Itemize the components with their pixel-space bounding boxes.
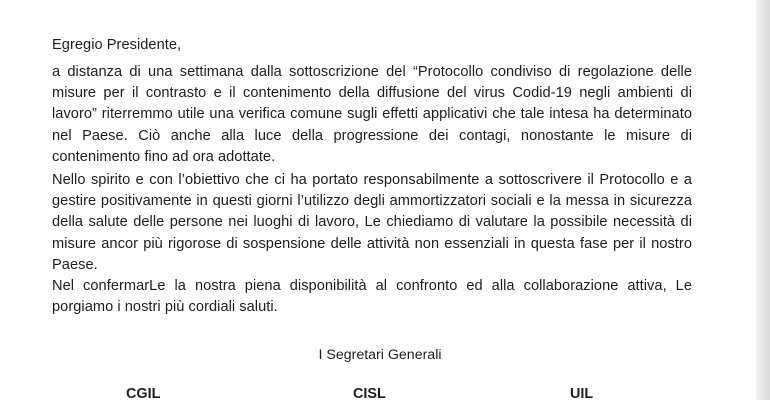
page-edge-shadow <box>756 0 770 400</box>
signatory-uil: UIL <box>570 386 594 400</box>
letter-paragraph-2: Nello spirito e con l’obiettivo che ci ha portato responsabilmente a sottoscrivere il Protocollo e a gestire positivamente in questi giorni l’utilizzo degli ammortizzatori sociali e la messa in sicurezza della salute delle persone nei luoghi di lavoro, Le chiediamo di valutare la possibile necessità di misure ancor più rigorose di sospensione delle attività non essenziali in questa fase per il nostro Paese. <box>52 172 692 273</box>
signatory-cisl: CISL <box>353 386 386 400</box>
letter-signoff: I Segretari Generali <box>318 347 442 363</box>
letter-greeting: Egregio Presidente, <box>52 37 182 53</box>
letter-paragraph-1: a distanza di una settimana dalla sottoscrizione del “Protocollo condiviso di regolazione delle misure per il contrasto e il contenimento della diffusione del virus Codid-19 negli ambienti di lavoro” riterremmo utile una verifica comune sugli effetti applicativi che tale intesa ha determinato nel Paese. Ciò anche alla luce della progressione dei contagi, nonostante le misure di contenimento fino ad ora adottate. <box>52 64 692 165</box>
signatory-cgil: CGIL <box>126 386 161 400</box>
letter-paragraph-3: Nel confermarLe la nostra piena disponibilità al confronto ed alla collaborazione attiva, Le porgiamo i nostri più cordiali saluti. <box>52 278 692 316</box>
